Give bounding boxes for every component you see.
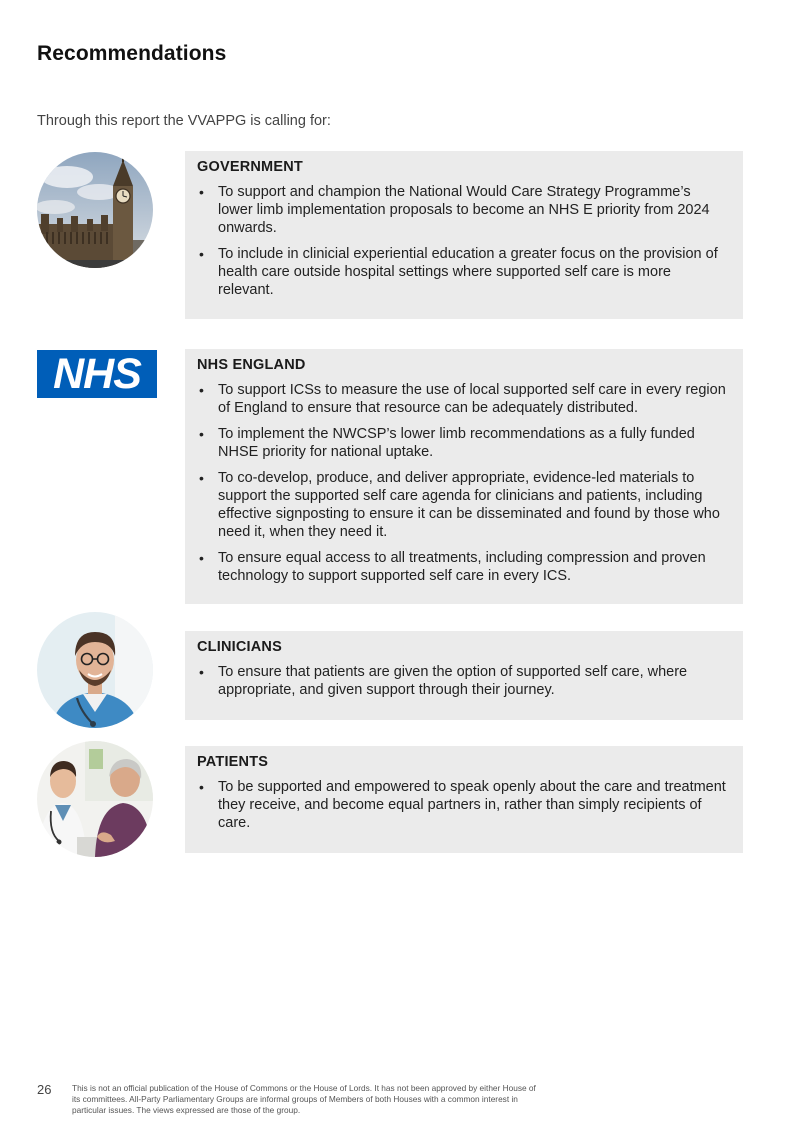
nhs-logo-text: NHS (53, 349, 141, 398)
list-item: • To ensure that patients are given the option of supported self care, where appropriate, and given support through their journey. (197, 663, 729, 699)
intro-text: Through this report the VVAPPG is calling for: (37, 113, 331, 129)
westminster-photo (37, 152, 153, 268)
clinicians-list (197, 663, 729, 699)
page-title: Recommendations (37, 42, 227, 65)
doctor-patient-photo (37, 741, 153, 857)
patients-heading: PATIENTS (197, 754, 269, 770)
list-item: • To co-develop, produce, and deliver appropriate, evidence-led materials to support the supported self care agenda for clinicians and patients, including effective signposting to ensure it can be disseminated and found by those who need it, when they need it. (197, 469, 729, 541)
nhs-england-list (197, 381, 729, 585)
footer-disclaimer: This is not an official publication of the House of Commons or the House of Lords. It has not been approved by either House of its committees. All-Party Parliamentary Groups are informal groups of Members of both Houses with a common interest in particular issues. The views expressed are those of the group. (72, 1083, 536, 1115)
clinicians-card (185, 631, 743, 720)
nhs-england-card (185, 349, 743, 604)
list-item: • To be supported and empowered to speak openly about the care and treatment they receive, and become equal partners in, rather than simply recipients of care. (197, 778, 729, 832)
government-card (185, 151, 743, 319)
list-item: • To support ICSs to measure the use of local supported self care in every region of England to ensure that resource can be adequately distributed. (197, 381, 729, 417)
list-item: • To implement the NWCSP’s lower limb recommendations as a fully funded NHSE priority for national uptake. (197, 425, 729, 461)
list-item: • To include in clinicial experiential education a greater focus on the provision of health care outside hospital settings where supported self care is more relevant. (197, 245, 729, 299)
page-number: 26 (37, 1082, 52, 1097)
nhs-england-heading: NHS ENGLAND (197, 357, 306, 373)
clinicians-heading: CLINICIANS (197, 639, 282, 655)
patients-list (197, 778, 729, 832)
government-list (197, 183, 729, 299)
list-item: • To support and champion the National Would Care Strategy Programme’s lower limb implementation proposals to become an NHS E priority from 2024 onwards. (197, 183, 729, 237)
list-item: • To ensure equal access to all treatments, including compression and proven technology to support supported self care in every ICS. (197, 549, 729, 585)
nhs-logo (37, 350, 157, 398)
clinician-photo (37, 612, 153, 728)
patients-card (185, 746, 743, 853)
government-heading: GOVERNMENT (197, 159, 303, 175)
